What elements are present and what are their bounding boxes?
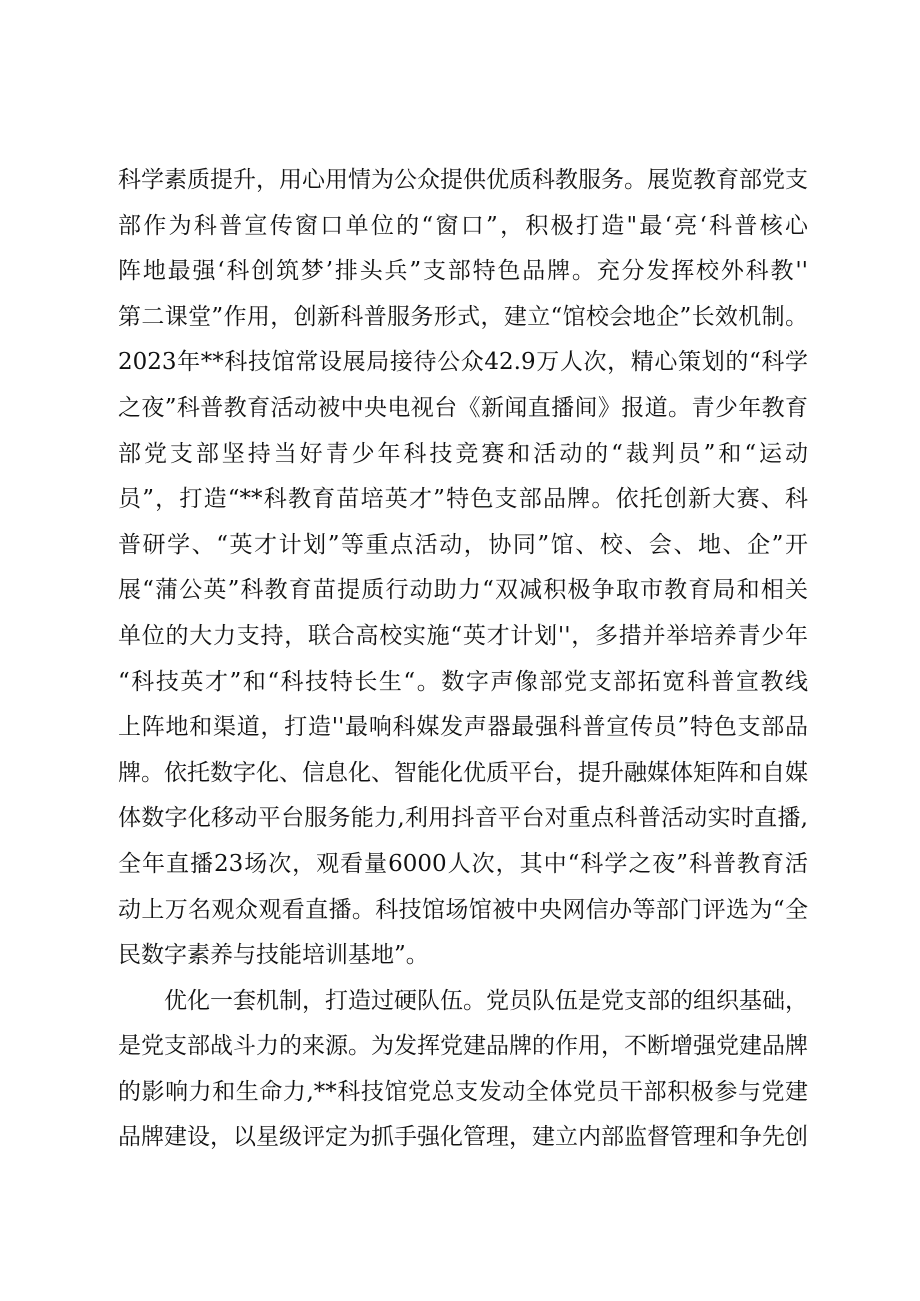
text-line: 民数字素养与技能培训基地”。	[118, 942, 429, 969]
text-line: 动上万名观众观看直播。科技馆场馆被中央网信办等部门评选为“全	[118, 896, 808, 923]
document-body	[118, 158, 808, 1161]
text-line: 科学素质提升，用心用情为公众提供优质科教服务。展览教育部党支	[118, 167, 808, 193]
text-line: 之夜”科普教育活动被中央电视台《新闻直播间》报道。青少年教育	[118, 394, 808, 421]
text-line: 普研学、“英才计划”等重点活动，协同”馆、校、会、地、企”开	[118, 531, 808, 558]
text-line: 全年直播23场次，观看量6000人次，其中“科学之夜”科普教育活	[118, 850, 808, 877]
text-line: 优化一套机制，打造过硬队伍。党员队伍是党支部的组织基础，	[164, 987, 808, 1014]
text-line: 部党支部坚持当好青少年科技竞赛和活动的“裁判员”和“运动	[118, 440, 808, 467]
text-line: 单位的大力支持，联合高校实施“英才计划''，多措并举培养青少年	[118, 622, 808, 649]
paragraph-2	[118, 979, 808, 1161]
paragraph-1	[118, 158, 808, 979]
text-line: 2023年**科技馆常设展局接待公众42.9万人次，精心策划的“科学	[118, 349, 808, 376]
text-line: 第二课堂”作用，创新科普服务形式，建立“馆校会地企”长效机制。	[118, 303, 808, 330]
text-line: 品牌建设，以星级评定为抓手强化管理，建立内部监督管理和争先创	[118, 1124, 808, 1151]
text-line: 展“蒲公英”科教育苗提质行动助力“双减积极争取市教育局和相关	[118, 577, 808, 604]
text-line: 是党支部战斗力的来源。为发挥党建品牌的作用，不断增强党建品牌	[118, 1033, 808, 1060]
text-line: 员”，打造“**科教育苗培英才”特色支部品牌。依托创新大赛、科	[118, 486, 808, 513]
text-line: 的影响力和生命力,**科技馆党总支发动全体党员干部积极参与党建	[118, 1078, 808, 1105]
text-line: 牌。依托数字化、信息化、智能化优质平台，提升融媒体矩阵和自媒	[118, 759, 808, 786]
text-line: 上阵地和渠道，打造''最响科媒发声器最强科普宣传员”特色支部品	[118, 714, 808, 741]
text-line: 阵地最强‘科创筑梦’排头兵”支部特色品牌。充分发挥校外科教''	[118, 258, 808, 285]
text-line: 部作为科普宣传窗口单位的“窗口”，积极打造"最‘亮‘科普核心	[118, 212, 808, 239]
text-line: 体数字化移动平台服务能力,利用抖音平台对重点科普活动实时直播,	[118, 805, 808, 832]
text-line: “科技英才”和“科技特长生“。数字声像部党支部拓宽科普宣教线	[118, 668, 808, 695]
